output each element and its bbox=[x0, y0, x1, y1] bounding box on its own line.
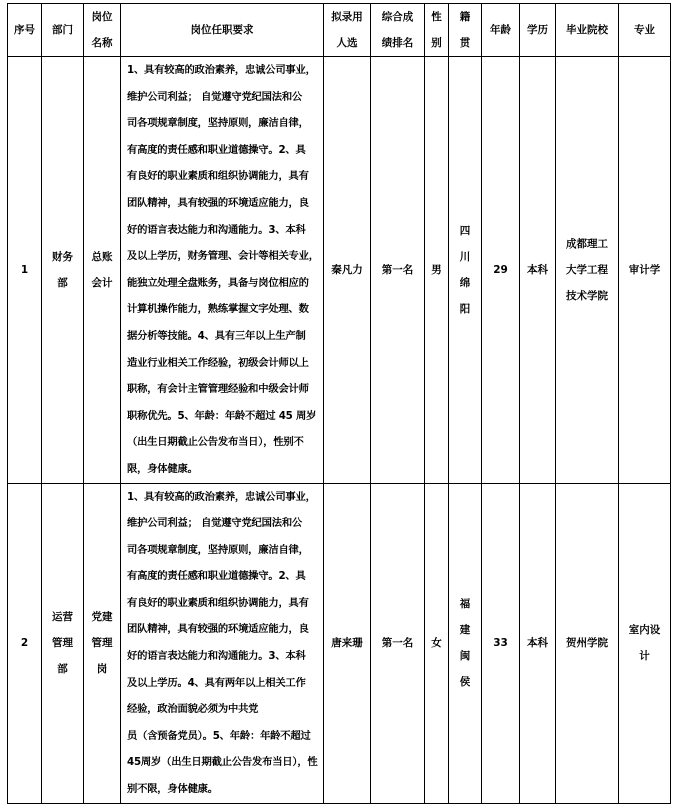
header-row bbox=[8, 4, 671, 57]
cell-requirements: 1、具有较高的政治素养，忠诚公司事业， 维护公司利益； 自觉遵守党纪国法和公 司各项规章制度，坚持原则，廉洁自律， 有高度的责任感和职业道德操守。2、具 有良好的职业素质和组织协调能力，具有 团队精神，具有较强的环境适应能力，良 好的语言表达能力和沟通能力。3、本科 及以上学历。4、具有两年以上相关工作 经验，政治面貌必须为中共党 员（含预备党员）。5、年龄：年龄不超过 45周岁（出生日期截止公告发布当日），性 别不限，身体健康。 bbox=[121, 483, 324, 803]
cell-education: 本科 bbox=[520, 483, 556, 803]
header-department: 部门 bbox=[42, 4, 84, 57]
cell-rank: 第一名 bbox=[371, 57, 425, 484]
header-index: 序号 bbox=[8, 4, 42, 57]
cell-origin: 四 川 绵 阳 bbox=[449, 57, 482, 484]
cell-position-name: 总账 会计 bbox=[84, 57, 121, 484]
header-major: 专业 bbox=[619, 4, 671, 57]
cell-candidate: 唐来珊 bbox=[324, 483, 371, 803]
cell-school: 贺州学院 bbox=[556, 483, 619, 803]
cell-department: 运营 管理 部 bbox=[42, 483, 84, 803]
cell-rank: 第一名 bbox=[371, 483, 425, 803]
cell-major: 室内设 计 bbox=[619, 483, 671, 803]
header-age: 年龄 bbox=[482, 4, 520, 57]
header-candidate: 拟录用 人选 bbox=[324, 4, 371, 57]
cell-candidate: 秦凡力 bbox=[324, 57, 371, 484]
cell-major: 审计学 bbox=[619, 57, 671, 484]
cell-education: 本科 bbox=[520, 57, 556, 484]
cell-gender: 男 bbox=[425, 57, 449, 484]
cell-department: 财务 部 bbox=[42, 57, 84, 484]
header-rank: 综合成 绩排名 bbox=[371, 4, 425, 57]
cell-position-name: 党建 管理 岗 bbox=[84, 483, 121, 803]
cell-school: 成都理工 大学工程 技术学院 bbox=[556, 57, 619, 484]
header-gender: 性 别 bbox=[425, 4, 449, 57]
header-origin: 籍 贯 bbox=[449, 4, 482, 57]
cell-index: 1 bbox=[8, 57, 42, 484]
recruitment-table bbox=[7, 3, 671, 804]
header-school: 毕业院校 bbox=[556, 4, 619, 57]
header-education: 学历 bbox=[520, 4, 556, 57]
header-requirements: 岗位任职要求 bbox=[121, 4, 324, 57]
cell-requirements: 1、具有较高的政治素养，忠诚公司事业， 维护公司利益； 自觉遵守党纪国法和公 司各项规章制度，坚持原则，廉洁自律， 有高度的责任感和职业道德操守。2、具 有良好的职业素质和组织协调能力，具有 团队精神，具有较强的环境适应能力，良 好的语言表达能力和沟通能力。3、本科 及以上学历，财务管理、会计等相关专业， 能独立处理全盘账务，具备与岗位相应的 计算机操作能力，熟练掌握文字处理、数 据分析等技能。4、具有三年以上生产制 造业行业相关工作经验，初级会计师以上 职称，有会计主管管理经验和中级会计师 职称优先。5、年龄：年龄不超过 45 周岁 （出生日期截止公告发布当日），性别不 限，身体健康。 bbox=[121, 57, 324, 484]
cell-age: 29 bbox=[482, 57, 520, 484]
cell-index: 2 bbox=[8, 483, 42, 803]
cell-gender: 女 bbox=[425, 483, 449, 803]
table-row bbox=[8, 57, 671, 484]
cell-age: 33 bbox=[482, 483, 520, 803]
table-row bbox=[8, 483, 671, 803]
cell-origin: 福 建 闽 侯 bbox=[449, 483, 482, 803]
header-position-name: 岗位 名称 bbox=[84, 4, 121, 57]
